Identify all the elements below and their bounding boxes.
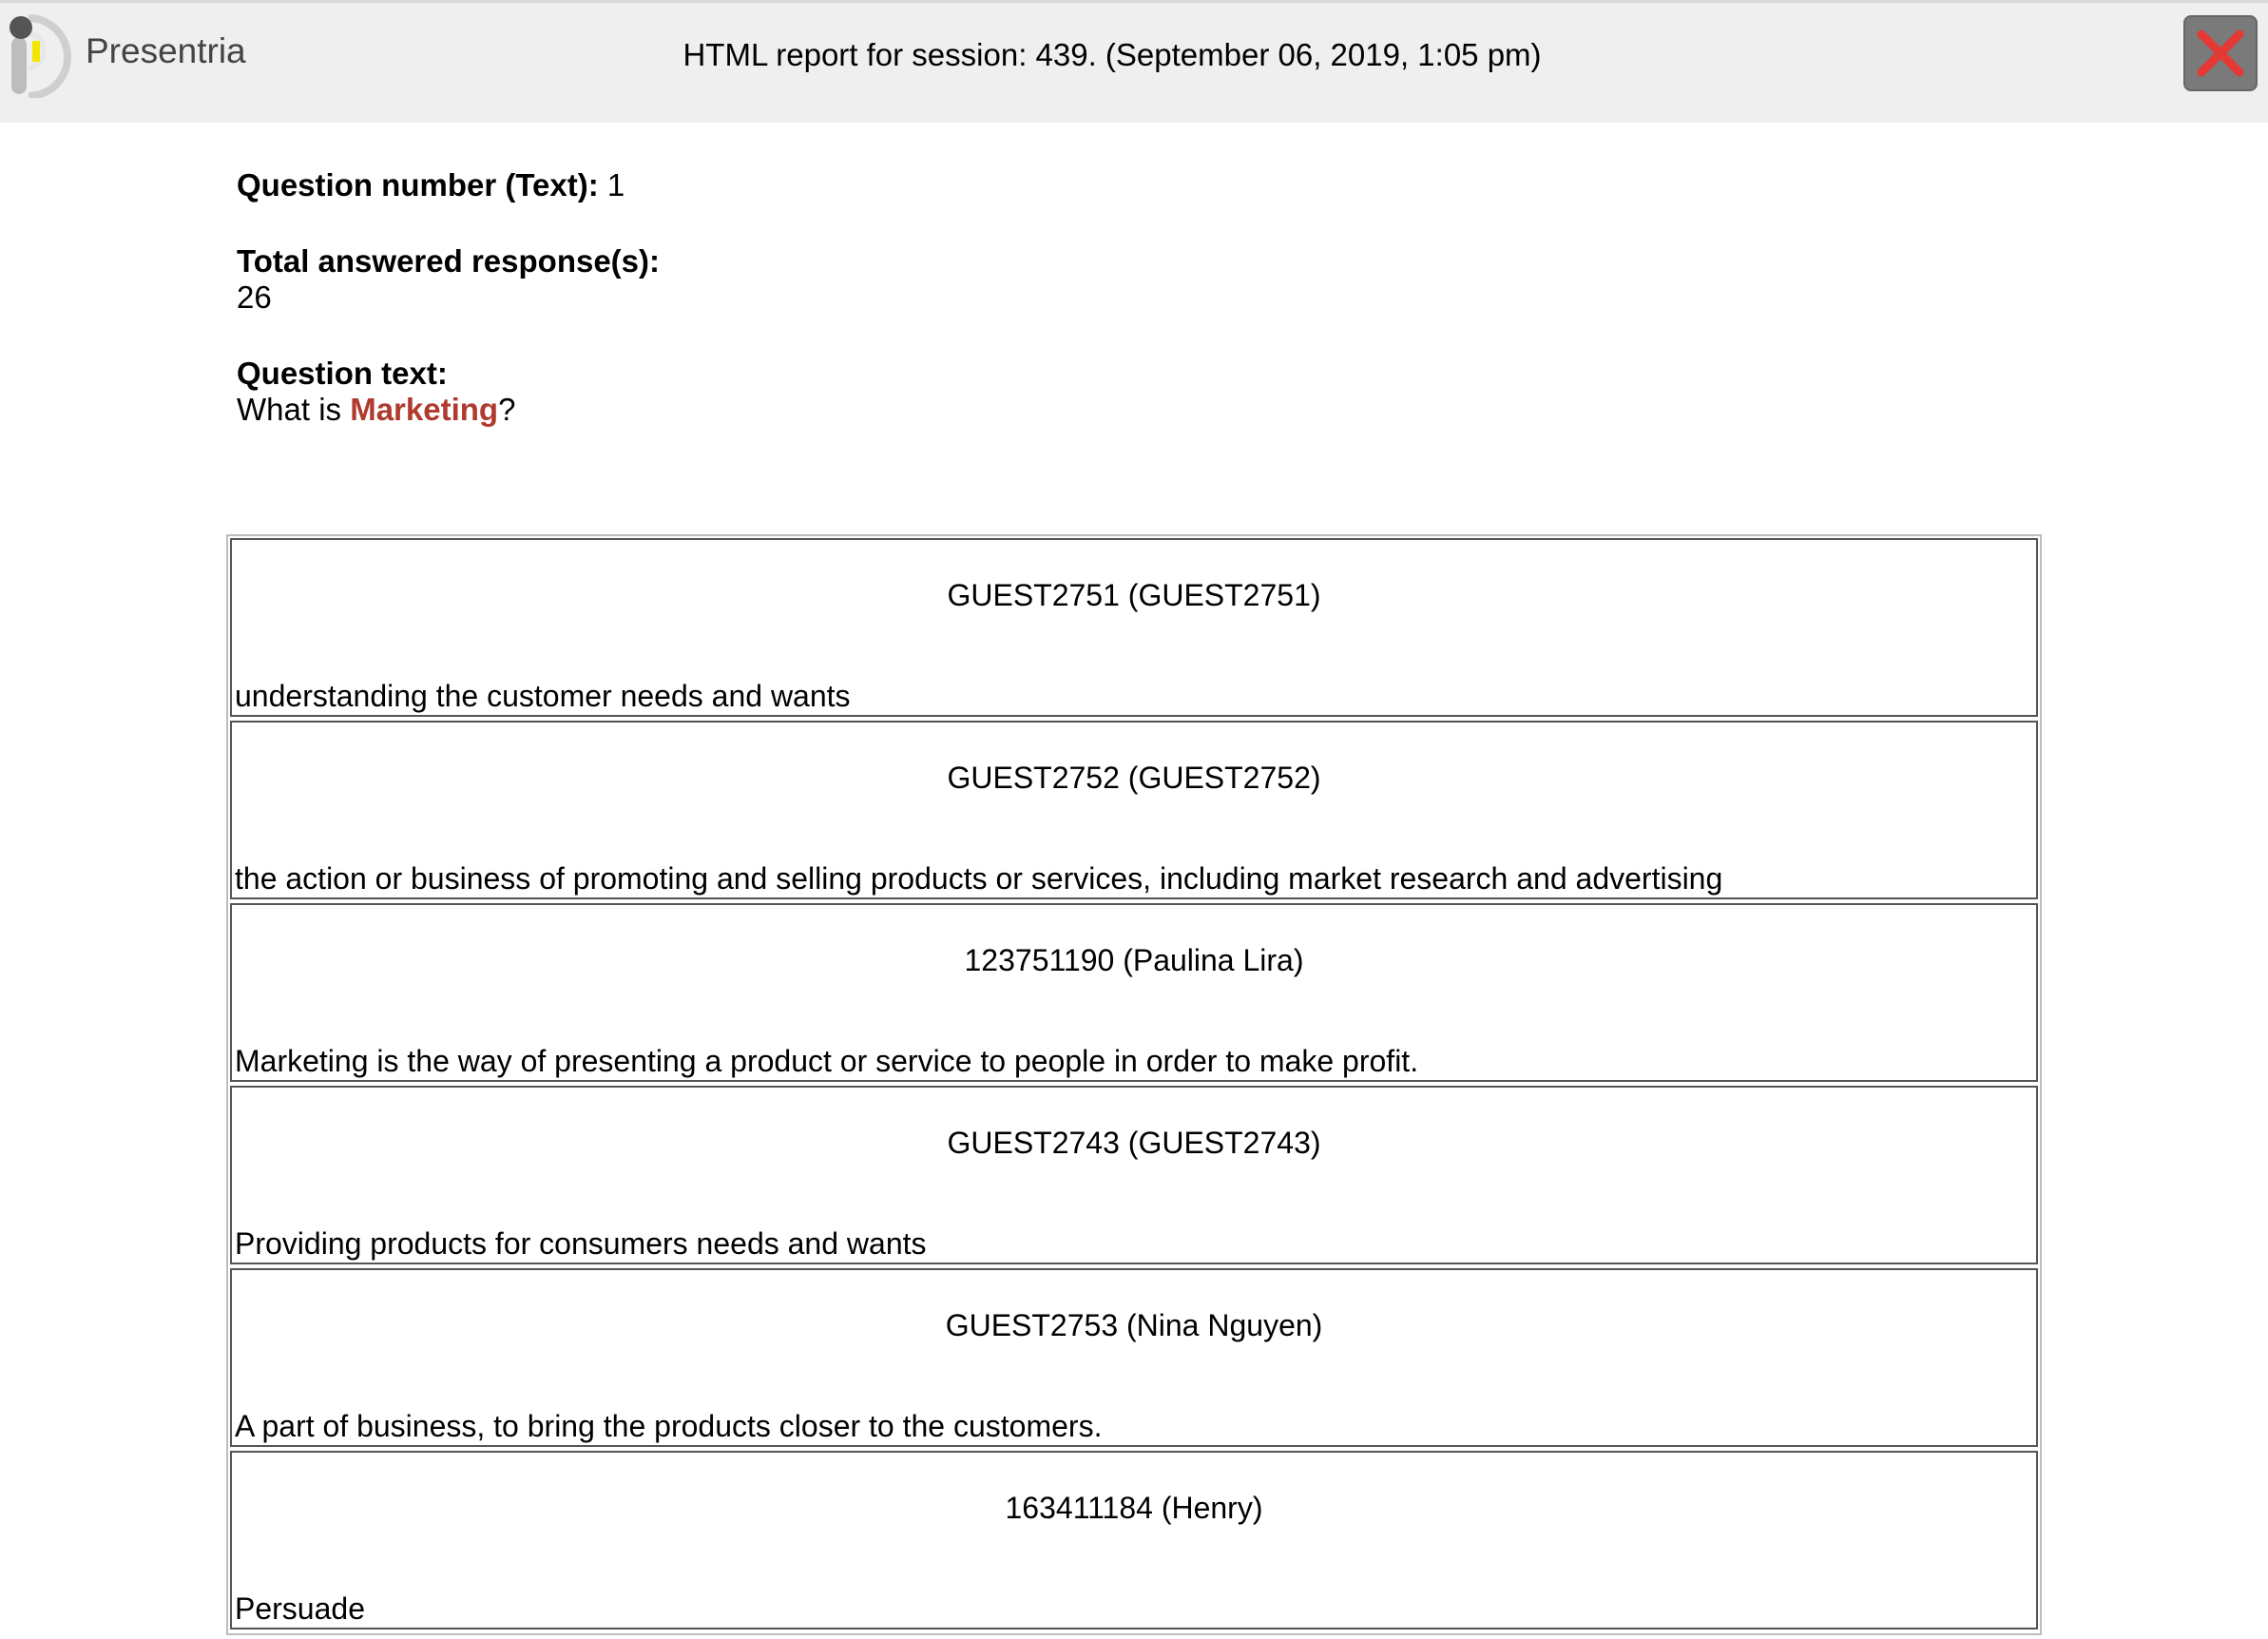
respondent-name: GUEST2743 (GUEST2743): [947, 1126, 1321, 1160]
brand-name: Presentria: [86, 31, 246, 70]
respondent-name: GUEST2753 (Nina Nguyen): [945, 1308, 1323, 1342]
responses-table: [226, 534, 2042, 1635]
response-answer: the action or business of promoting and selling products or services, including market research and advertising: [235, 861, 1723, 896]
total-responses: [237, 243, 660, 280]
question-text-highlight: Marketing: [350, 392, 499, 427]
question-number: [237, 167, 660, 203]
response-card: [230, 1451, 2038, 1629]
response-card: [230, 1268, 2038, 1447]
report-title: HTML report for session: 439. (September 06, 2019, 1:05 pm): [682, 37, 1542, 72]
question-number-value: 1: [606, 167, 625, 202]
question-text-label: Question text:: [237, 356, 448, 391]
question-text: [237, 392, 660, 428]
response-answer: Persuade: [235, 1591, 365, 1626]
response-card: [230, 903, 2038, 1082]
close-x-icon: [2194, 27, 2247, 80]
question-text-prefix: What is: [237, 392, 351, 427]
question-text-suffix: ?: [498, 392, 516, 427]
close-button[interactable]: [2183, 15, 2258, 91]
respondent-name: GUEST2751 (GUEST2751): [947, 578, 1321, 612]
response-answer: understanding the customer needs and wants: [235, 679, 851, 713]
top-bar: [0, 0, 2268, 123]
response-answer: Providing products for consumers needs and wants: [235, 1226, 927, 1261]
total-responses-value: 26: [237, 280, 272, 315]
respondent-name: 163411184 (Henry): [1005, 1491, 1263, 1525]
response-card: [230, 721, 2038, 899]
question-meta: [237, 167, 660, 428]
response-answer: A part of business, to bring the products closer to the customers.: [235, 1409, 1103, 1443]
total-responses-label: Total answered response(s):: [237, 243, 661, 279]
response-card: [230, 1086, 2038, 1264]
response-answer: Marketing is the way of presenting a product or service to people in order to make profit.: [235, 1044, 1419, 1078]
response-card: [230, 538, 2038, 717]
respondent-name: 123751190 (Paulina Lira): [964, 943, 1304, 977]
respondent-name: GUEST2752 (GUEST2752): [947, 761, 1321, 795]
question-number-label: Question number (Text):: [237, 167, 599, 202]
